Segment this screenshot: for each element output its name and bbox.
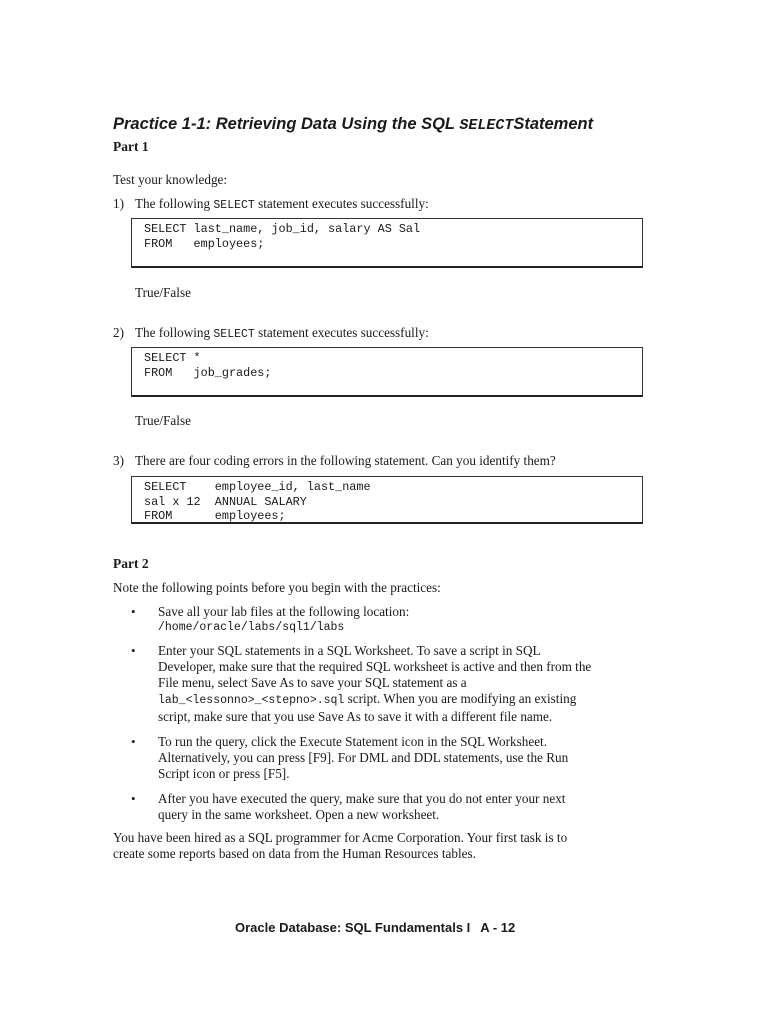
page-footer [235, 920, 515, 936]
part2-heading: Part 2 [113, 556, 149, 571]
code-box-1 [131, 218, 643, 268]
bullet-line: Save all your lab files at the following location: [158, 604, 410, 619]
question-2-number: 2) [113, 325, 124, 340]
bullet-icon: • [131, 604, 136, 619]
question-2-text [135, 325, 429, 343]
script-filename: lab_<lessonno>_<stepno>.sql [158, 694, 345, 707]
title-prefix: Practice 1-1: Retrieving Data Using the SQL [113, 115, 460, 133]
q1-keyword: SELECT [213, 199, 255, 212]
code-box-2 [131, 347, 643, 397]
part1-intro: Test your knowledge: [113, 172, 228, 187]
bullet-line-tail: script. When you are modifying an existing [344, 691, 577, 706]
practice-title [113, 114, 593, 136]
footer-course: Oracle Database: SQL Fundamentals I [235, 920, 471, 935]
code-line: FROM employees; [144, 509, 286, 523]
paragraph-line: create some reports based on data from the Human Resources tables. [113, 846, 476, 861]
bullet-line: Alternatively, you can press [F9]. For DML and DDL statements, use the Run [158, 750, 569, 765]
q2-after: statement executes successfully: [254, 325, 429, 340]
code-line: FROM employees; [144, 236, 265, 251]
bullet-line: script, make sure that you use Save As to save it with a different file name. [158, 709, 553, 724]
part2-intro: Note the following points before you begin with the practices: [113, 580, 441, 595]
lab-path: /home/oracle/labs/sql1/labs [158, 621, 345, 634]
footer-page-number: A - 12 [480, 920, 516, 935]
question-3-text: There are four coding errors in the following statement. Can you identify them? [135, 453, 556, 468]
question-1-text [135, 196, 429, 214]
bullet-line: query in the same worksheet. Open a new worksheet. [158, 807, 440, 822]
code-box-3 [131, 476, 643, 524]
title-keyword: SELECT [459, 117, 514, 134]
closing-paragraph [113, 830, 643, 862]
title-suffix: Statement [513, 115, 594, 133]
bullet-line: File menu, select Save As to save your SQL statement as a [158, 675, 467, 690]
bullet-icon: • [131, 791, 136, 806]
bullet-line: After you have executed the query, make sure that you do not enter your next [158, 791, 566, 806]
q2-keyword: SELECT [213, 328, 255, 341]
bullet-line: Enter your SQL statements in a SQL Worksheet. To save a script in SQL [158, 643, 541, 658]
q1-after: statement executes successfully: [254, 196, 429, 211]
q2-before: The following [135, 325, 214, 340]
code-line: SELECT last_name, job_id, salary AS Sal [144, 222, 421, 236]
question-1-answer: True/False [135, 285, 191, 300]
paragraph-line: You have been hired as a SQL programmer for Acme Corporation. Your first task is to [113, 830, 568, 845]
bullet-icon: • [131, 734, 136, 749]
part1-heading: Part 1 [113, 139, 149, 154]
bullet-icon: • [131, 643, 136, 658]
bullet-line [158, 691, 663, 709]
bullet-line: Script icon or press [F5]. [158, 766, 290, 781]
question-3-number: 3) [113, 453, 124, 468]
code-line: sal x 12 ANNUAL SALARY [144, 494, 307, 509]
code-line: FROM job_grades; [144, 365, 272, 380]
code-line: SELECT * [144, 351, 201, 365]
q1-before: The following [135, 196, 214, 211]
code-line: SELECT employee_id, last_name [144, 480, 371, 494]
question-1-number: 1) [113, 196, 124, 211]
bullet-line: Developer, make sure that the required SQL worksheet is active and then from the [158, 659, 592, 674]
bullet-line: To run the query, click the Execute Statement icon in the SQL Worksheet. [158, 734, 548, 749]
question-2-answer: True/False [135, 413, 191, 428]
